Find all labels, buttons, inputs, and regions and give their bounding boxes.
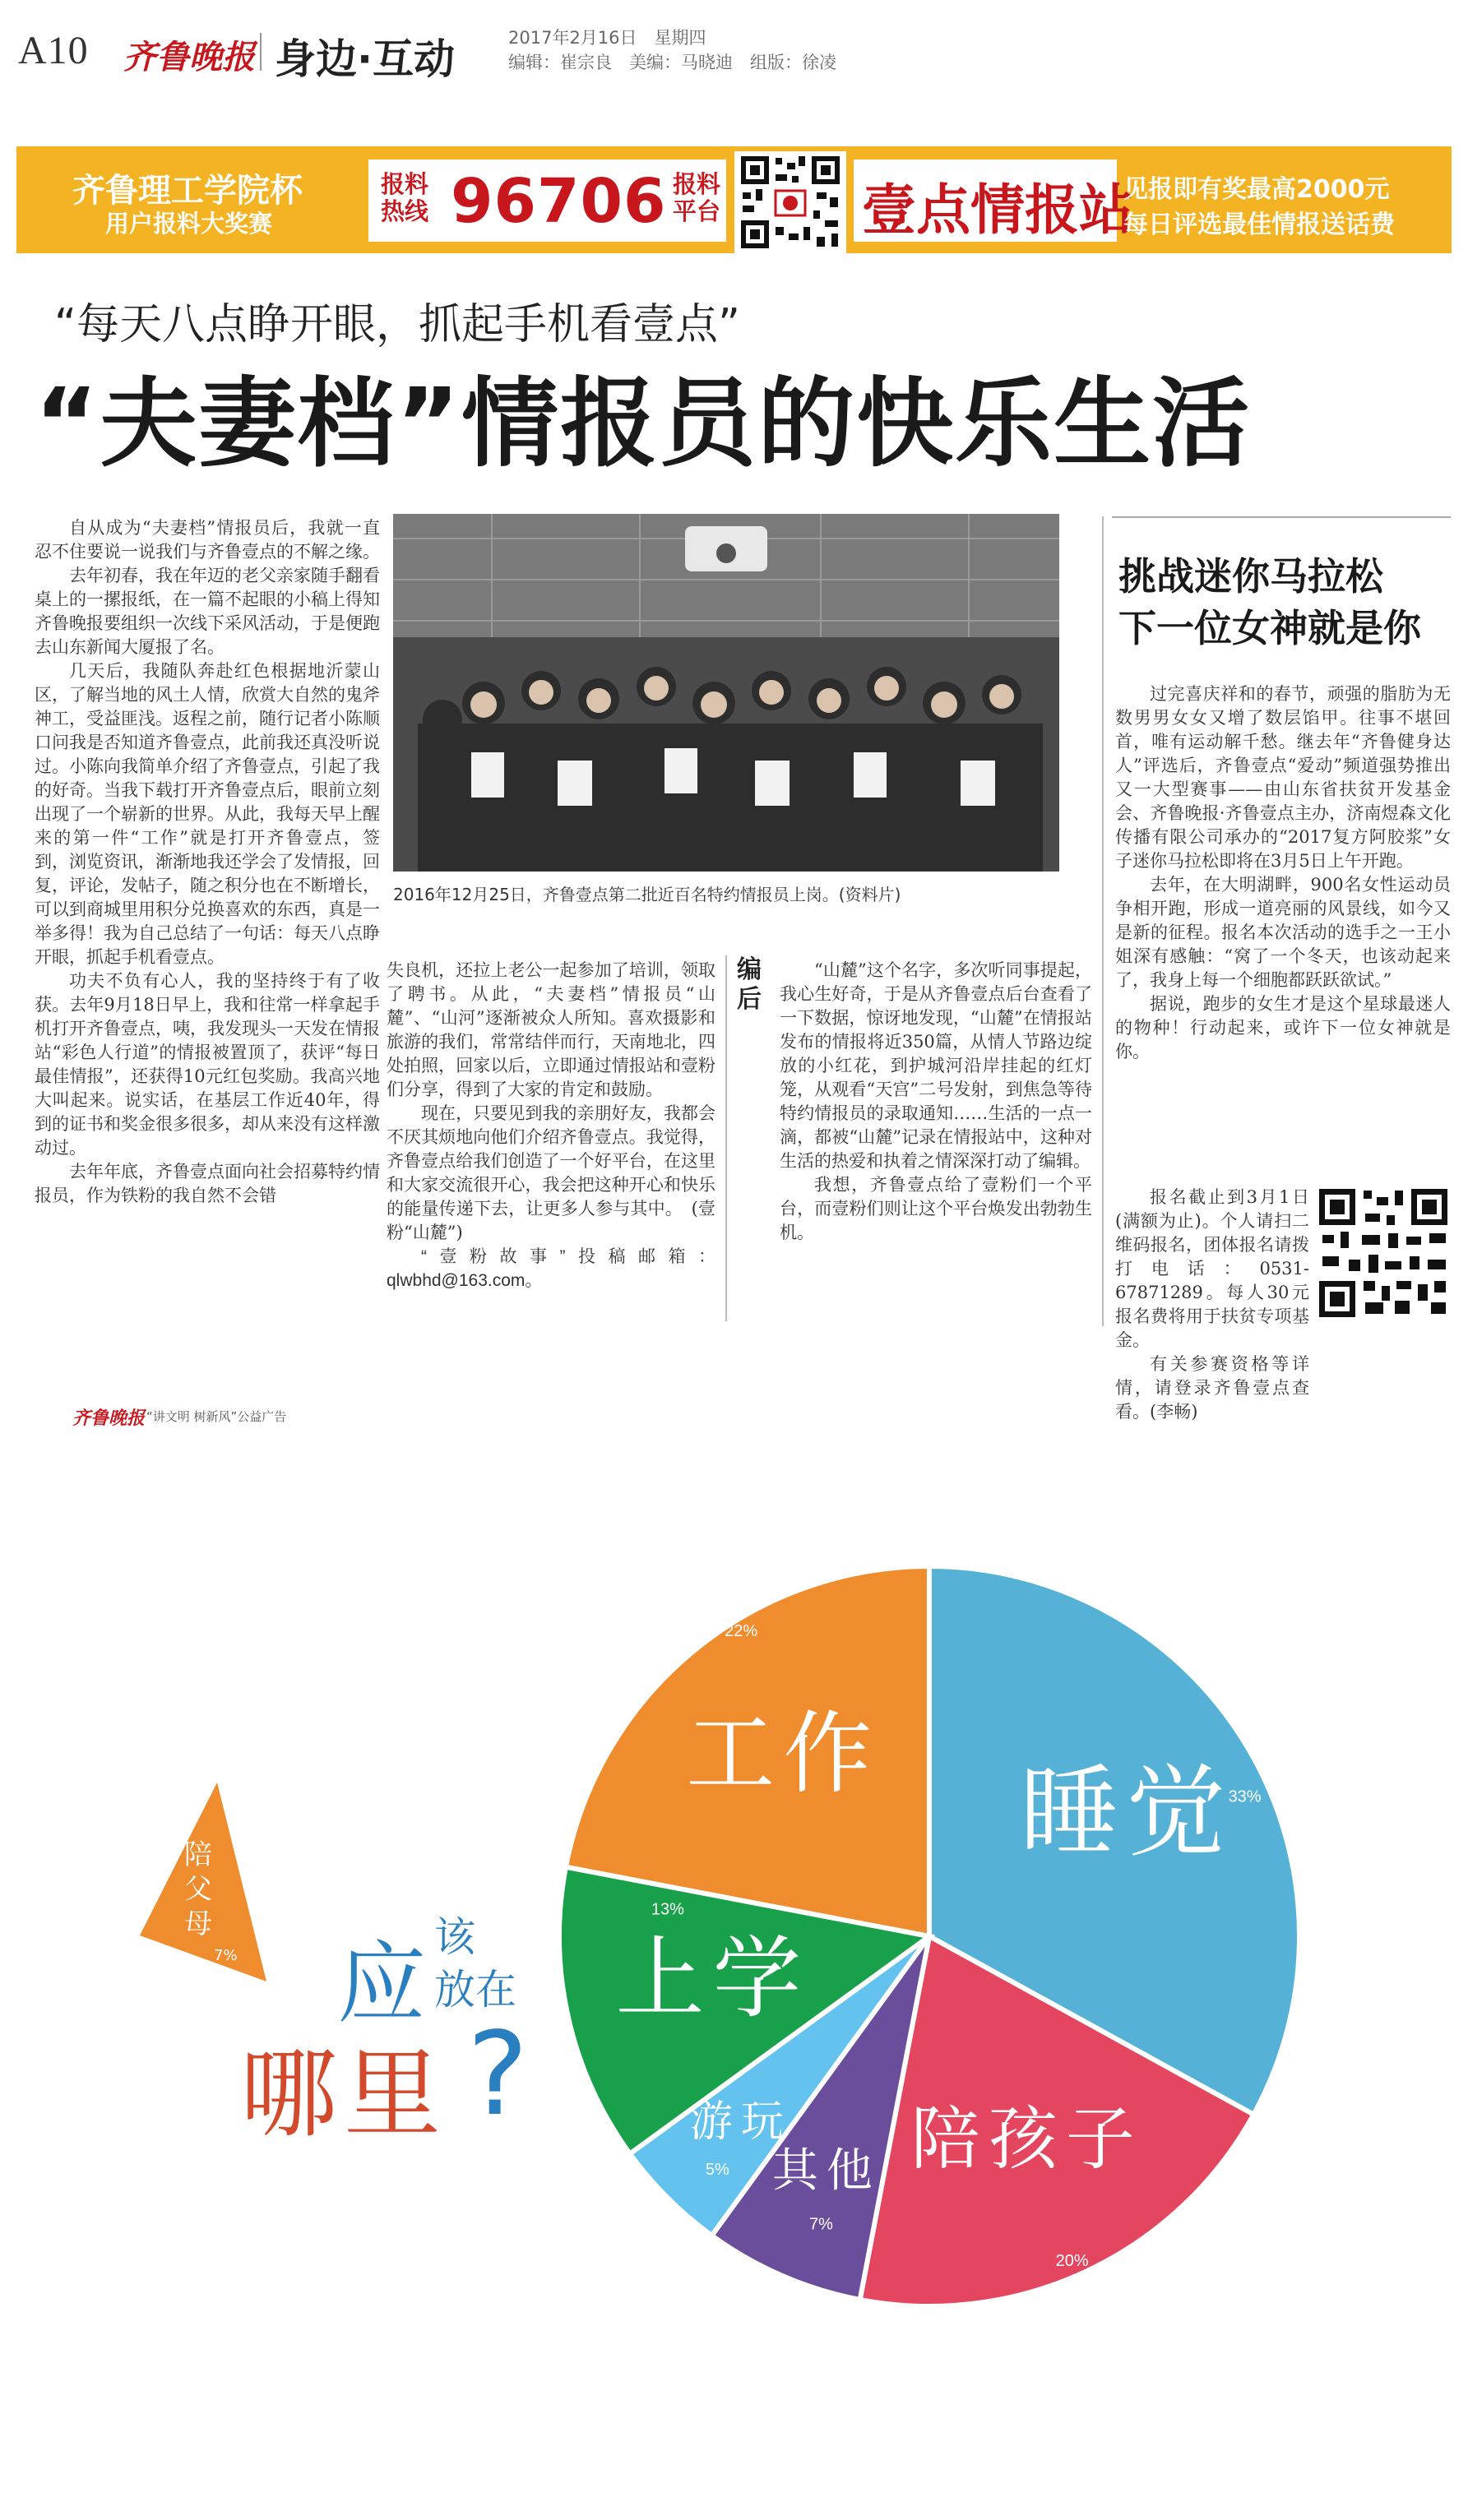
sidebar-top-rule <box>1112 516 1451 518</box>
paragraph: 据说，跑步的女生才是这个星球最迷人的物种！行动起来，或许下一位女神就是你。 <box>1115 994 1451 1061</box>
issue-date: 2017年2月16日 星期四 <box>508 28 706 48</box>
banner-daily-text: 每日评选最佳情报送话费 <box>1123 210 1395 239</box>
sidebar-body-tail <box>1115 1186 1309 1422</box>
paragraph: 去年，在大明湖畔，900名女性运动员争相开跑，形成一道亮丽的风景线，如今又是新的征程。报名本次活动的选手之一王小姐深有感触：“窝了一个冬天，也该动起来了，我身上每一个细胞都跃跃欲试。” <box>1115 875 1451 990</box>
paragraph: 报名截止到3月1日(满额为止)。个人请扫二维码报名，团体报名请拨打电话：0531-67871289。每人30元报名费将用于扶贫专项基金。 <box>1115 1187 1309 1350</box>
paragraph: 现在，只要见到我的亲朋好友，我都会不厌其烦地向他们介绍齐鲁壹点。我觉得，齐鲁壹点给我们创造了一个好平台，在这里和大家交流很开心，我会把这种开心和快乐的能量传递下去，让更多人参与其中。 (壹粉“山麓”) <box>387 1103 715 1242</box>
paragraph: 过完喜庆祥和的春节，顽强的脂肪为无数男男女女又增了数层馅甲。往事不堪回首，唯有运动解千愁。继去年“齐鲁健身达人”评选后，齐鲁壹点“爱动”频道强势推出又一大型赛事——由山东省扶贫开发基金会、齐鲁晚报·齐鲁壹点主办，济南煜森文化传播有限公司承办的“2017复方阿胶浆”女子迷你马拉松即将在3月5日上午开跑。 <box>1115 684 1451 871</box>
sidebar-title-line2: 下一位女神就是你 <box>1118 606 1421 650</box>
pie-label-4: 游玩 <box>689 2097 792 2148</box>
article-headline: “夫妻档”情报员的快乐生活 <box>35 367 1252 480</box>
sidebar-divider <box>1102 516 1104 1326</box>
question-nali: 哪里 <box>240 2037 448 2151</box>
qr-code-icon <box>734 151 846 253</box>
banner-contest-name: 用户报料大奖赛 <box>105 210 273 238</box>
registration-qr-icon[interactable] <box>1316 1186 1451 1320</box>
pie-percent-2: 20% <box>1055 2251 1089 2270</box>
pie-svg <box>567 1521 1398 2351</box>
editor-note-tag: 编后 <box>737 955 762 1014</box>
paragraph: 我想，齐鲁壹点给了壹粉们一个平台，而壹粉们则让这个平台焕发出勃勃生机。 <box>780 1175 1092 1242</box>
header-divider <box>260 33 262 71</box>
pie-percent-3: 7% <box>809 2215 833 2234</box>
paragraph: 去年年底，齐鲁壹点面向社会招募特约情报员，作为铁粉的我自然不会错 <box>35 1162 380 1205</box>
brand-name: 壹点情报站 <box>862 178 1133 242</box>
hotline-label: 报料热线 <box>381 170 429 225</box>
paragraph: 几天后，我随队奔赴红色根据地沂蒙山区，了解当地的风土人情，欣赏大自然的鬼斧神工，受益匪浅。返程之前，随行记者小陈顺口问我是否知道齐鲁壹点，此前我还真没听说过。小陈向我简单介绍了齐鲁壹点，引起了我的好奇。当我下载打开齐鲁壹点后，眼前立刻出现了一个崭新的世界。从此，我每天早上醒来的第一件“工作”就是打开齐鲁壹点，签到，浏览资讯，渐渐地我还学会了发情报，回复，评论，发帖子，随之积分也在不断增长，可以到商城里用积分兑换喜欢的东西，真是一举多得！我为自己总结了一句话：每天八点睁开眼，抓起手机看壹点。 <box>35 661 380 967</box>
pie-percent-6: 22% <box>725 1622 758 1641</box>
pie-label-1: 睡觉 <box>1020 1755 1234 1870</box>
question-ying: 应 <box>337 1933 427 2036</box>
parents-percent: 7% <box>214 1947 238 1964</box>
pie-label-5: 上学 <box>615 1927 810 2031</box>
article-subheadline: “每天八点睁开眼，抓起手机看壹点” <box>54 300 740 349</box>
paragraph: 功夫不负有心人，我的坚持终于有了收获。去年9月18日早上，我和往常一样拿起手机打开齐鲁壹点，咦，我发现头一天发在情报站“彩色人行道”的情报被置顶了，获评“每日最佳情报”，还获得10元红包奖励。我高兴地大叫起来。说实话，在基层工作近40年，得到的证书和奖金很多很多，却从来没有这样激动过。 <box>35 971 380 1158</box>
newspaper-logo: 齐鲁晚报 <box>123 38 255 76</box>
pie-label-2: 陪孩子 <box>910 2098 1143 2180</box>
sidebar-body <box>1115 682 1451 1186</box>
contribution-email: “壹粉故事”投稿邮箱：qlwbhd@163.com。 <box>387 1247 715 1290</box>
hotline-number: 96706 <box>451 166 667 237</box>
paragraph: 有关参赛资格等详情，请登录齐鲁壹点查看。(李畅) <box>1115 1354 1309 1422</box>
pie-percent-5: 13% <box>651 1900 684 1919</box>
banner-prize-text: 见报即有奖最高2000元 <box>1123 175 1390 204</box>
paragraph: 自从成为“夫妻档”情报员后，我就一直忍不住要说一说我们与齐鲁壹点的不解之缘。 <box>35 518 380 562</box>
psa-paper-logo: 齐鲁晚报 <box>72 1408 146 1429</box>
article-column-1 <box>35 516 380 1347</box>
photo-caption: 2016年12月25日，齐鲁壹点第二批近百名特约情报员上岗。(资料片) <box>393 885 901 904</box>
paragraph: 去年初春，我在年迈的老父亲家随手翻看桌上的一摞报纸，在一篇不起眼的小稿上得知齐鲁晚报要组织一次线下采风活动，于是便跑去山东新闻大厦报了名。 <box>35 566 380 657</box>
sidebar-title-line1: 挑战迷你马拉松 <box>1118 554 1383 599</box>
question-gai: 该 <box>434 1913 475 1961</box>
parents-label: 陪父母 <box>184 1838 212 1940</box>
section-title: 身边·互动 <box>275 35 455 83</box>
paragraph: 失良机，还拉上老公一起参加了培训，领取了聘书。从此，“夫妻档”情报员“山麓”、“山河”逐渐被众人所知。喜欢摄影和旅游的我们，常常结伴而行，天南地北，四处拍照，回家以后，立即通过情报站和壹粉们分享，得到了大家的肯定和鼓励。 <box>387 960 715 1099</box>
article-column-2 <box>387 959 715 1329</box>
banner-cup-name: 齐鲁理工学院杯 <box>72 172 303 210</box>
pie-percent-1: 33% <box>1228 1787 1262 1806</box>
staff-credits: 编辑：崔宗良 美编：马晓迪 组版：徐凌 <box>508 53 836 72</box>
psa-tagline: “讲文明 树新风”公益广告 <box>146 1409 287 1424</box>
editor-note-column <box>780 959 1092 1329</box>
question-fangzai: 放在 <box>434 1966 516 2014</box>
paragraph: “山麓”这个名字，多次听同事提起，我心生好奇，于是从齐鲁壹点后台查看了一下数据，惊讶地发现，“山麓”在情报站发布的情报将近350篇，从情人节路边绽放的小红花，到护城河沿岸挂起的红灯笼，从观看“天宫”二号发射，到焦急等待特约情报员的录取通知……生活的一点一滴，都被“山麓”记录在情报站中，这种对生活的热爱和执着之情深深打动了编辑。 <box>780 960 1092 1171</box>
group-photo <box>393 514 1059 872</box>
time-pie-chart <box>567 1521 1398 2351</box>
page-number: A10 <box>18 29 89 72</box>
question-mark: ? <box>467 2008 529 2142</box>
column-divider <box>725 955 727 1321</box>
pie-percent-4: 5% <box>705 2161 729 2180</box>
platform-label: 报料平台 <box>673 170 721 225</box>
pie-label-3: 其他 <box>771 2144 881 2199</box>
pie-label-6: 工作 <box>686 1702 881 1806</box>
